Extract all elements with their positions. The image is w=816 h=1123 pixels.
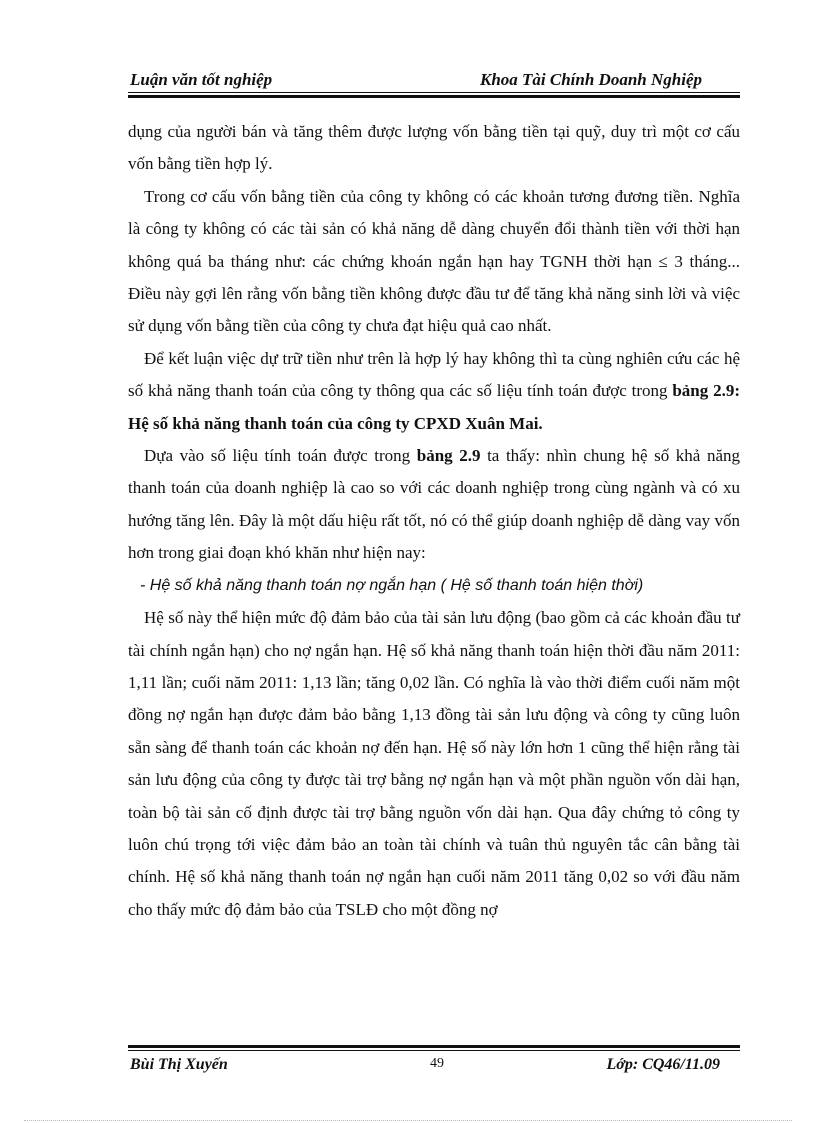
paragraph-2: Trong cơ cấu vốn bằng tiền của công ty không có các khoản tương đương tiền. Nghĩa là công ty không có các tài sản có khả năng dễ dàng chuyển đổi thành tiền với thời hạn không quá ba tháng như: các chứng khoán ngắn hạn hay TGNH thời hạn ≤ 3 tháng... Điều này gợi lên rằng vốn bằng tiền không được đầu tư để tăng khả năng sinh lời và việc sử dụng vốn bằng tiền của công ty chưa đạt hiệu quả cao nhất.	[128, 186, 740, 336]
table-reference-short: bảng 2.9	[416, 446, 481, 466]
footer-rule-thin	[128, 1050, 740, 1051]
paragraph-4-text-a: Dựa vào số liệu tính toán được trong	[144, 446, 417, 466]
header-thesis-title: Luận văn tốt nghiệp	[130, 70, 273, 89]
header-faculty: Khoa Tài Chính Doanh Nghiệp	[479, 70, 702, 89]
paragraph-3	[128, 343, 740, 440]
paragraph-6: Hệ số này thể hiện mức độ đảm bảo của tài sản lưu động (bao gồm cả các khoản đầu tư tài chính ngắn hạn) cho nợ ngắn hạn. Hệ số khả năng thanh toán hiện thời đầu năm 2011: 1,11 lần; cuối năm 2011: 1,13 lần; tăng 0,02 lần. Có nghĩa là vào thời điểm cuối năm một đồng nợ ngắn hạn được đảm bảo bằng 1,13 đồng tài sản lưu động và công ty cũng luôn sẵn sàng để thanh toán các khoản nợ đến hạn. Hệ số này lớn hơn 1 cũng thể hiện rằng tài sản lưu động của công ty được tài trợ bằng nợ ngắn hạn và một phần nguồn vốn dài hạn, toàn bộ tài sản cố định được tài trợ bằng nguồn vốn dài hạn. Qua đây chứng tỏ công ty luôn chú trọng tới việc đảm bảo an toàn tài chính và tuân thủ nguyên tắc cân bằng tài chính. Hệ số khả năng thanh toán nợ ngắn hạn cuối năm 2011 tăng 0,02 so với đầu năm cho thấy mức độ đảm bảo của TSLĐ cho một đồng nợ	[128, 608, 740, 919]
paragraph-4	[128, 440, 740, 570]
page-footer	[128, 1054, 740, 1080]
footer-author: Bùi Thị Xuyến	[130, 1056, 228, 1073]
footer-rule-thick	[128, 1045, 740, 1048]
body-text	[128, 116, 740, 926]
paragraph-1: dụng của người bán và tăng thêm được lượng vốn bằng tiền tại quỹ, duy trì một cơ cấu vốn bằng tiền hợp lý.	[128, 122, 740, 174]
page-edge-divider	[24, 1120, 792, 1121]
page-number: 49	[430, 1056, 444, 1071]
header-rule-thick	[128, 95, 740, 98]
page-header	[128, 68, 740, 94]
paragraph-4-text-b: ta thấy: nhìn chung hệ số khả năng thanh toán của doanh nghiệp là cao so với các doanh nghiệp trong cùng ngành và có xu hướng tăng lên. Đây là một dấu hiệu rất tốt, nó có thể giúp doanh nghiệp dễ dàng vay vốn hơn trong giai đoạn khó khăn như hiện nay:	[128, 446, 740, 563]
paragraph-3-text: Để kết luận việc dự trữ tiền như trên là hợp lý hay không thì ta cùng nghiên cứu các hệ số khả năng thanh toán của công ty thông qua các số liệu tính toán được trong	[128, 348, 740, 401]
header-rule-thin	[128, 92, 740, 93]
table-reference-bold: bảng 2.9: Hệ số khả năng thanh toán của công ty CPXD Xuân Mai.	[128, 381, 740, 433]
footer-class: Lớp: CQ46/11.09	[606, 1056, 720, 1073]
subheading-current-ratio: - Hệ số khả năng thanh toán nợ ngắn hạn ( Hệ số thanh toán hiện thời)	[140, 576, 644, 594]
